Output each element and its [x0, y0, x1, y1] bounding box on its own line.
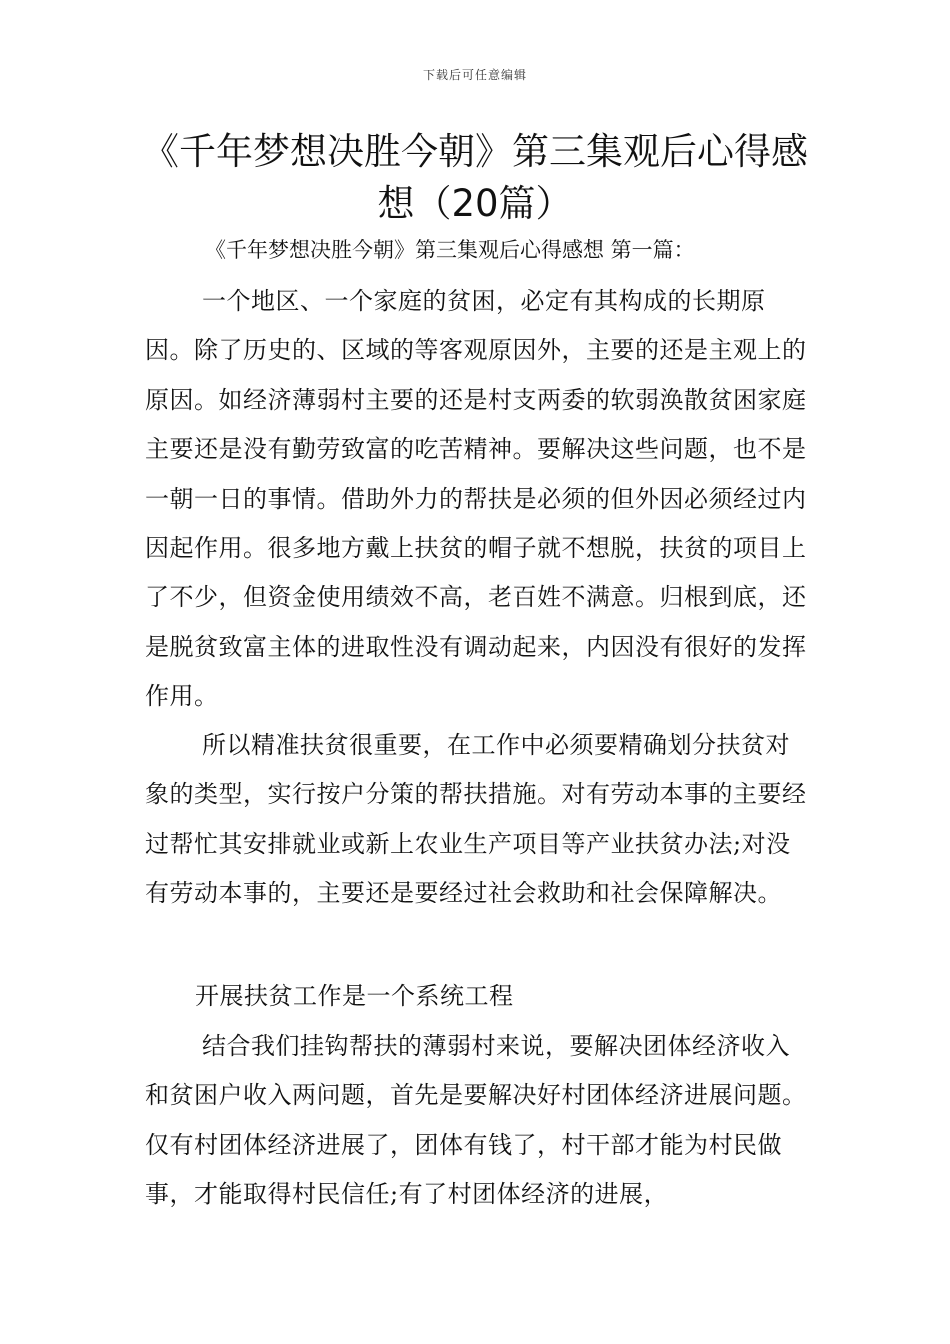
section-subtitle: 《千年梦想决胜今朝》第三集观后心得感想 第一篇： [205, 238, 695, 262]
paragraph-heading: 开展扶贫工作是一个系统工程 [195, 982, 514, 1010]
document-title: 《千年梦想决胜今朝》第三集观后心得感想（20篇） [142, 130, 808, 225]
paragraph-3: 结合我们挂钩帮扶的薄弱村来说，要解决团体经济收入和贫困户收入两问题，首先是要解决好村团体经济进展问题。仅有村团体经济进展了，团体有钱了，村干部才能为村民做事，才能取得村民信任;有了村团体经济的进展， [145, 1032, 807, 1209]
header-note: 下载后可任意编辑 [422, 68, 527, 82]
paragraph-2: 所以精准扶贫很重要，在工作中必须要精确划分扶贫对象的类型，实行按户分策的帮扶措施。对有劳动本事的主要经过帮忙其安排就业或新上农业生产项目等产业扶贫办法;对没有劳动本事的，主要还是要经过社会救助和社会保障解决。 [145, 731, 807, 908]
paragraph-1: 一个地区、一个家庭的贫困，必定有其构成的长期原因。除了历史的、区域的等客观原因外，主要的还是主观上的原因。如经济薄弱村主要的还是村支两委的软弱涣散贫困家庭主要还是没有勤劳致富的吃苦精神。要解决这些问题，也不是一朝一日的事情。借助外力的帮扶是必须的但外因必须经过内因起作用。很多地方戴上扶贫的帽子就不想脱，扶贫的项目上了不少，但资金使用绩效不高，老百姓不满意。归根到底，还是脱贫致富主体的进取性没有调动起来，内因没有很好的发挥作用。 [145, 287, 807, 711]
